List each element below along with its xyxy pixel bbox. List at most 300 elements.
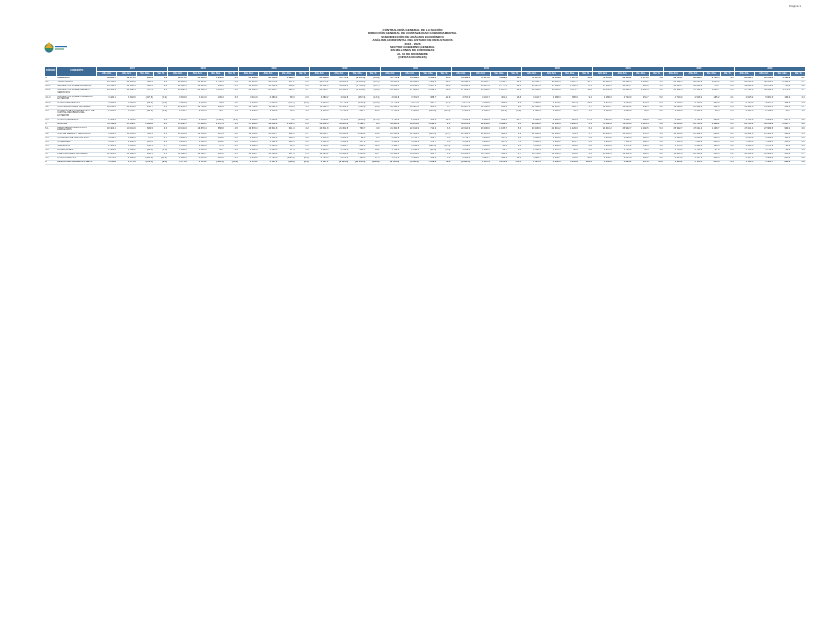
row-code: 4.3 <box>45 109 57 118</box>
row-value: 4 701.9 <box>734 118 754 122</box>
financial-table <box>44 66 806 165</box>
row-value: 27 802.6 <box>451 89 471 96</box>
row-value: 5 402.8 <box>754 156 774 160</box>
row-value: 3 176.2 <box>188 160 208 164</box>
row-value: 4 900.2 <box>663 160 683 164</box>
row-value: 2.5 <box>154 152 168 156</box>
row-value: (595.1) <box>207 160 224 164</box>
row-value: 5 401.7 <box>754 160 774 164</box>
row-value: 1.6 <box>720 148 734 152</box>
row-value: 4.8 <box>791 118 806 122</box>
row-value: 282.5 <box>278 132 295 136</box>
row-value: 443.3 <box>207 85 224 89</box>
row-value: 4 402.3 <box>117 140 137 144</box>
row-code: 5.4 <box>45 140 57 144</box>
row-value: 421.7 <box>561 140 578 144</box>
row-value: 4 210.9 <box>683 136 703 140</box>
row-value: 68 640.3 <box>754 81 774 85</box>
row-value: (467.4) <box>349 95 366 101</box>
row-value: 128.6 <box>632 136 649 140</box>
row-value: 55 402.7 <box>168 122 188 126</box>
row-value: 10 887.6 <box>451 105 471 109</box>
row-value: 2 514.2 <box>168 118 188 122</box>
row-value: (117.5) <box>137 95 154 101</box>
row-value: 498.6 <box>774 132 791 136</box>
row-value: (5.4) <box>437 148 451 152</box>
row-concept: INTERESES <box>57 140 97 144</box>
row-value: 12 910.6 <box>522 132 542 136</box>
row-value: 62 419.8 <box>258 77 278 81</box>
row-value: 10.7 <box>366 152 380 156</box>
row-value: 3 712.7 <box>400 136 420 140</box>
row-value: 2 783.3 <box>309 156 329 160</box>
row-value: 3 313.6 <box>168 101 188 105</box>
row-value: 3 411.9 <box>188 95 208 101</box>
row-value: 3 298.1 <box>168 136 188 140</box>
row-value: (0.9) <box>508 109 522 118</box>
row-value: 2.1 <box>295 81 309 85</box>
row-value: 5.8 <box>649 77 663 81</box>
row-value: 4.4 <box>720 160 734 164</box>
row-value: 79.6 <box>437 160 451 164</box>
row-value: (760.4) <box>349 105 366 109</box>
row-value: 333.3 <box>420 118 437 122</box>
row-value: 131.6 <box>561 136 578 140</box>
row-value: 1 412.9 <box>239 148 259 152</box>
row-value: 1 704.0 <box>612 148 632 152</box>
row-value: 12 302.4 <box>451 132 471 136</box>
row-value: 4 947.3 <box>754 101 774 105</box>
row-value: 4 090.4 <box>612 136 632 140</box>
row-value: 2 412.0 <box>593 109 613 118</box>
row-value: 120.5 <box>703 136 720 140</box>
row-value: 3 961.8 <box>542 136 562 140</box>
year-column-header: 2026 <box>734 67 805 72</box>
row-value: 37 511.0 <box>683 89 703 96</box>
row-value: 18.2 <box>366 148 380 152</box>
row-value: 4.2 <box>579 144 593 148</box>
row-value: 87.6 <box>207 144 224 148</box>
row-value: 231.7 <box>632 95 649 101</box>
row-value: 2.9 <box>720 136 734 140</box>
row-value: 4.4 <box>720 105 734 109</box>
sub-column-header: Var. % <box>508 72 522 77</box>
row-value: 291.3 <box>278 140 295 144</box>
row-value: 2 908.2 <box>117 156 137 160</box>
row-value: 55 771.9 <box>329 77 349 81</box>
header-line: CONTRALORÍA GENERAL DE LA NACIÓN <box>382 28 443 32</box>
row-value: 3 110.8 <box>522 144 542 148</box>
row-value: 3.6 <box>791 122 806 126</box>
row-value: 55 771.9 <box>380 77 400 81</box>
row-value: 4 442.3 <box>593 160 613 164</box>
row-value: 92.6 <box>349 136 366 140</box>
row-value: 3.3 <box>224 95 238 101</box>
row-concept: OTROS INGRESOS <box>57 118 97 122</box>
row-value: 1 640.1 <box>522 148 542 152</box>
row-value: 1 723.6 <box>329 118 349 122</box>
row-value: 2 368.2 <box>258 118 278 122</box>
row-value: 10 530.2 <box>239 132 259 136</box>
row-value: 3 031.8 <box>239 156 259 160</box>
row-value: 14 318.4 <box>663 132 683 136</box>
row-value: 84 612.9 <box>754 122 774 126</box>
row-code: 4.2 <box>45 105 57 109</box>
row-value: 14 102.3 <box>451 152 471 156</box>
row-value: (5 864.6) <box>349 81 366 85</box>
row-value: 12 201.7 <box>593 105 613 109</box>
row-value: 5 592.7 <box>349 122 366 126</box>
row-value: 21 302.5 <box>329 126 349 132</box>
row-value: 15.7 <box>649 118 663 122</box>
header-line: EN MILLONES DE CÓRDOBAS <box>390 48 435 53</box>
row-concept: SUBSIDIOS <box>57 144 97 148</box>
row-value: 467.5 <box>491 140 508 144</box>
row-value: 19 720.8 <box>754 85 774 89</box>
row-value: (22.4) <box>137 148 154 152</box>
row-value: 17 340.1 <box>593 85 613 89</box>
row-concept: OTROS IMPUESTOS <box>57 101 97 105</box>
row-value: 27 011.4 <box>683 126 703 132</box>
row-value: 9.4 <box>366 122 380 126</box>
row-value: 4 720.0 <box>663 95 683 101</box>
row-value: 3.2 <box>649 136 663 140</box>
row-value: 19.5 <box>579 101 593 105</box>
row-value: 3 012.4 <box>451 144 471 148</box>
row-value: 59 312.6 <box>258 122 278 126</box>
row-value: 19 011.6 <box>168 126 188 132</box>
row-value: 1 731.8 <box>734 148 754 152</box>
row-value: 3 313.6 <box>117 101 137 105</box>
row-value: 25 902.7 <box>663 126 683 132</box>
year-column-header: 2020 <box>309 67 380 72</box>
header-line: SUBDIRECCIÓN DE ANÁLISIS ECONÓMICO <box>381 34 444 39</box>
row-value: 4.4 <box>720 81 734 85</box>
row-value: 488.3 <box>349 156 366 160</box>
row-value: 27 011.4 <box>734 126 754 132</box>
row-value: 266.9 <box>207 105 224 109</box>
row-value: 302.6 <box>491 101 508 105</box>
row-value: 64 905.3 <box>380 122 400 126</box>
row-value: 32.9 <box>366 144 380 148</box>
row-value: 2 368.2 <box>309 118 329 122</box>
row-value: 44 206.8 <box>117 81 137 85</box>
row-value: 60 118.4 <box>593 81 613 85</box>
row-value: 5.6 <box>649 89 663 96</box>
row-value: 778.7 <box>703 85 720 89</box>
row-value: 2 501.3 <box>683 109 703 118</box>
row-value: 19 870.4 <box>188 126 208 132</box>
row-value: (29.6) <box>137 101 154 105</box>
row-value: 1 387.4 <box>522 160 542 164</box>
row-value: 3 012.8 <box>380 95 400 101</box>
row-value: 1 412.9 <box>188 148 208 152</box>
row-value: 6 012.9 <box>400 140 420 144</box>
row-value: 2.6 <box>791 136 806 140</box>
row-value: 16.9 <box>366 132 380 136</box>
row-value: 4 720.0 <box>612 95 632 101</box>
row-concept: IMPUESTOS SOBRE LA RENTA <box>57 85 97 89</box>
row-value: 9.4 <box>579 95 593 101</box>
row-value: 16 011.9 <box>612 152 632 156</box>
row-value: 3 240.6 <box>593 144 613 148</box>
sub-column-header: Var. Abs. <box>491 72 508 77</box>
row-value: 842.6 <box>349 144 366 148</box>
sub-column-header: Año Act. <box>683 72 703 77</box>
row-value: 4 701.9 <box>683 118 703 122</box>
row-code: 5.5 <box>45 144 57 148</box>
sub-column-header: Var. Abs. <box>420 72 437 77</box>
row-value: 652.4 <box>491 105 508 109</box>
row-value: 3 830.2 <box>471 136 491 140</box>
row-value: (11.8) <box>366 89 380 96</box>
row-value: 712.4 <box>420 126 437 132</box>
row-value: 10 210.6 <box>97 105 117 109</box>
row-value: 2 837.6 <box>491 89 508 96</box>
row-code: 5 <box>45 122 57 126</box>
row-value: 13 045.8 <box>239 85 259 89</box>
row-value: 2 514.2 <box>117 118 137 122</box>
code-column-header: CÓDIGO <box>45 67 57 77</box>
sub-column-header: Año Act. <box>329 72 349 77</box>
row-value: 22 014.9 <box>451 126 471 132</box>
row-value: 3 812.8 <box>542 118 562 122</box>
row-value: 74 102.6 <box>593 122 613 126</box>
row-value: (12.5) <box>366 81 380 85</box>
row-value: 562.4 <box>703 105 720 109</box>
header-line: (CIFRAS EN MILES) <box>398 55 427 60</box>
row-value: 354.3 <box>278 105 295 109</box>
row-value: 2.4 <box>224 148 238 152</box>
row-value: 3 193.9 <box>774 77 791 81</box>
row-value: 10 302.1 <box>329 105 349 109</box>
row-value: 5 157.8 <box>734 156 754 160</box>
row-value: 694.4 <box>137 81 154 85</box>
row-value: 18 225.7 <box>663 85 683 89</box>
row-value: 2 457.4 <box>207 122 224 126</box>
row-value: 4.4 <box>224 122 238 126</box>
row-value: 1.6 <box>154 81 168 85</box>
row-value: 2 412.0 <box>542 109 562 118</box>
sub-column-header: Año Ant. <box>451 72 471 77</box>
row-value: 3.2 <box>295 126 309 132</box>
row-value: 7 986.4 <box>420 81 437 85</box>
row-value: 4 915.2 <box>734 95 754 101</box>
row-value: 3 771.3 <box>168 160 188 164</box>
row-value: 78 216.0 <box>612 122 632 126</box>
sub-column-header: Var. % <box>649 72 663 77</box>
row-value: 1 756.2 <box>754 148 774 152</box>
row-value: 1 702.8 <box>329 148 349 152</box>
row-value: 4 554.5 <box>663 101 683 105</box>
row-concept: RESULTADO OPERATIVO NETO <box>57 160 97 164</box>
row-value: 3 176.2 <box>239 160 259 164</box>
row-value: 790.7 <box>349 126 366 132</box>
row-value: 38.7 <box>774 109 791 118</box>
row-value: 286.2 <box>774 160 791 164</box>
row-value: 957.1 <box>278 81 295 85</box>
row-value: 3 402.7 <box>380 144 400 148</box>
row-value: 1 350.4 <box>349 152 366 156</box>
row-value: 5.0 <box>720 140 734 144</box>
row-value: 3 433.8 <box>400 156 420 160</box>
row-value: 4.3 <box>720 126 734 132</box>
row-value: 10 812.7 <box>309 132 329 136</box>
row-value: (15.8) <box>224 160 238 164</box>
year-column-header: 2023 <box>522 67 593 72</box>
row-value: 5.5 <box>508 122 522 126</box>
row-value: 2 540.0 <box>754 109 774 118</box>
row-value: (3.4) <box>154 95 168 101</box>
concept-column-header: CONCEPTO <box>57 67 97 77</box>
row-value: 24 610.2 <box>593 126 613 132</box>
row-value: 3.4 <box>579 136 593 140</box>
row-value: 5.0 <box>649 132 663 136</box>
row-value: (12.4) <box>437 109 451 118</box>
row-concept: OTROS GASTOS <box>57 156 97 160</box>
row-value: 688.7 <box>420 95 437 101</box>
row-value: 1 402.6 <box>97 148 117 152</box>
row-value: 3.3 <box>437 126 451 132</box>
row-value: 13 905.1 <box>754 105 774 109</box>
row-value: 2.3 <box>295 77 309 81</box>
row-value: 18 225.7 <box>612 85 632 89</box>
row-value: 1 890.4 <box>632 89 649 96</box>
row-value: 23 410.5 <box>329 89 349 96</box>
row-value: 2.6 <box>366 136 380 140</box>
row-value: 90 014.6 <box>754 77 774 81</box>
row-value: 621.7 <box>349 109 366 118</box>
row-value: 10 302.1 <box>380 105 400 109</box>
row-value: 66 215.9 <box>683 81 703 85</box>
row-value: 3 277.6 <box>400 101 420 105</box>
row-value: 14 318.4 <box>612 132 632 136</box>
row-value: (19.7) <box>278 101 295 105</box>
row-value: 14 102.3 <box>400 152 420 156</box>
row-value: 68.5 <box>278 109 295 118</box>
row-value: 3 353.0 <box>188 101 208 105</box>
row-value: 23 180.6 <box>522 126 542 132</box>
sub-column-header: Var. % <box>579 72 593 77</box>
row-value: 16 530.2 <box>683 152 703 156</box>
row-value: 13 940.6 <box>329 152 349 156</box>
row-value: 10 441.3 <box>117 105 137 109</box>
row-value: 3.6 <box>295 85 309 89</box>
row-value: 7 311.6 <box>663 140 683 144</box>
row-value: 1.9 <box>649 148 663 152</box>
row-value: 12.5 <box>508 85 522 89</box>
row-value: 66 201.8 <box>451 122 471 126</box>
sub-column-header: Año Ant. <box>663 72 683 77</box>
row-value: 11 062.5 <box>309 105 329 109</box>
row-value: 108.7 <box>420 136 437 140</box>
row-value: 12 910.6 <box>471 132 491 136</box>
row-value: 5.3 <box>508 126 522 132</box>
row-value: 31.5 <box>632 148 649 152</box>
row-value: 1 704.0 <box>663 148 683 152</box>
row-value: 6.6 <box>720 118 734 122</box>
row-value: 11 062.5 <box>258 105 278 109</box>
row-value: 2.3 <box>295 152 309 156</box>
row-value: 3 402.9 <box>188 136 208 140</box>
row-value: 1 352.5 <box>561 85 578 89</box>
sub-column-header: Var. Abs. <box>703 72 720 77</box>
row-value: 4 929.2 <box>754 118 774 122</box>
row-value: 166.4 <box>774 95 791 101</box>
row-value: 3 250.9 <box>491 160 508 164</box>
row-value: 0.2 <box>295 118 309 122</box>
row-value: 287.5 <box>278 152 295 156</box>
row-value: 7 680.0 <box>734 140 754 144</box>
year-column-header: 2022 <box>451 67 522 72</box>
row-value: 4.0 <box>154 85 168 89</box>
row-value: 109.3 <box>207 95 224 101</box>
row-value: 4.8 <box>791 156 806 160</box>
row-value: 2 011.7 <box>168 109 188 118</box>
row-value: 108.1 <box>137 144 154 148</box>
row-value: 77.8 <box>137 118 154 122</box>
row-value: 59 174.0 <box>117 77 137 81</box>
row-value: 368.4 <box>703 140 720 144</box>
row-value: 3.1 <box>224 77 238 81</box>
row-value: 10.7 <box>579 81 593 85</box>
row-value: (92.4) <box>420 148 437 152</box>
row-value: 34 011.9 <box>593 89 613 96</box>
row-value: 599.9 <box>632 118 649 122</box>
row-value: 3 271.6 <box>329 156 349 160</box>
row-value: 697.9 <box>561 101 578 105</box>
row-code: 5.3 <box>45 136 57 140</box>
row-value: 2 401.8 <box>400 109 420 118</box>
row-value: 16 530.2 <box>734 152 754 156</box>
row-value: 5.0 <box>437 156 451 160</box>
row-value: 4 571.3 <box>632 77 649 81</box>
row-value: 5.1 <box>649 85 663 89</box>
row-value: 3 580.2 <box>471 101 491 105</box>
row-value: 6.6 <box>437 140 451 144</box>
sub-column-header: Año Act. <box>471 72 491 77</box>
row-value: 2.7 <box>791 152 806 156</box>
row-value: 23 410.5 <box>380 89 400 96</box>
row-value: 5.3 <box>649 126 663 132</box>
row-value: 3.9 <box>366 126 380 132</box>
sub-column-header: Var. % <box>224 72 238 77</box>
row-value: 3 402.7 <box>329 144 349 148</box>
row-value: 6.1 <box>295 140 309 144</box>
row-value: 13 402.6 <box>683 105 703 109</box>
row-value: 609.3 <box>632 152 649 156</box>
row-value: 38.7 <box>207 109 224 118</box>
row-value: 3.2 <box>224 136 238 140</box>
row-value: 2 118.9 <box>258 109 278 118</box>
row-value: 5.7 <box>579 105 593 109</box>
row-value: 12 302.7 <box>188 152 208 156</box>
row-value: 230.8 <box>703 101 720 105</box>
row-value: 3 489.2 <box>703 122 720 126</box>
row-value: 13 512.0 <box>309 85 329 89</box>
row-value: 3 298.1 <box>117 136 137 140</box>
row-value: (390.3) <box>420 144 437 148</box>
sub-column-header: Año Act. <box>754 72 774 77</box>
row-value: 4.0 <box>649 156 663 160</box>
row-value: 4 210.9 <box>734 136 754 140</box>
row-value: 412.2 <box>207 152 224 156</box>
row-value: 26 544.7 <box>309 89 329 96</box>
row-value: 16 011.9 <box>663 152 683 156</box>
row-value: 12 118.2 <box>97 85 117 89</box>
row-value: 15 402.6 <box>542 152 562 156</box>
sub-column-header: Año Ant. <box>168 72 188 77</box>
